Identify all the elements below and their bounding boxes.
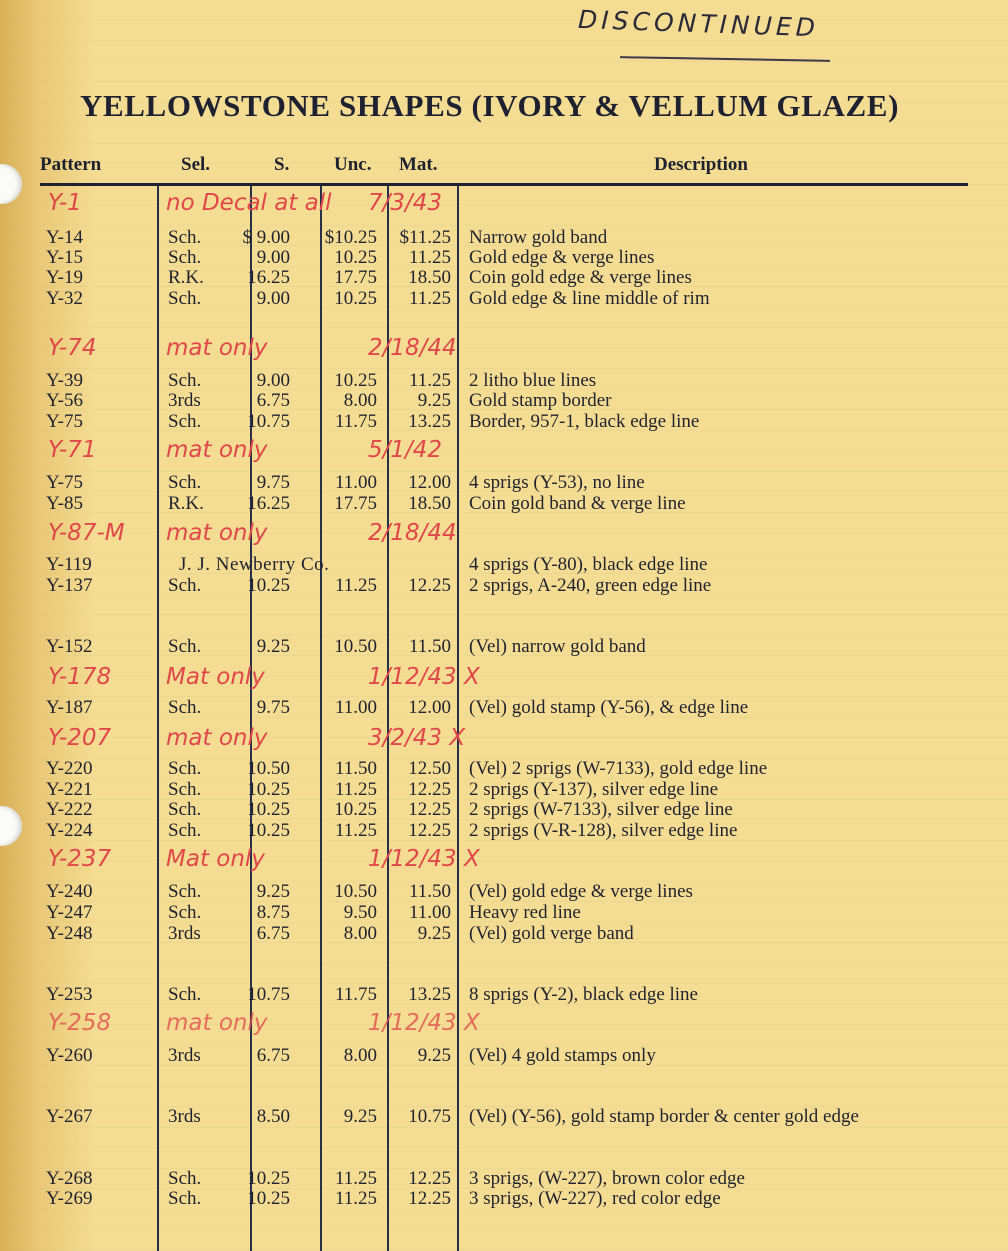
description-cell: Coin gold edge & verge lines [469,267,692,288]
description-cell: (Vel) gold edge & verge lines [469,881,693,902]
s-price-cell: 6.75 [256,923,290,944]
s-price-cell: 10.25 [247,799,290,820]
s-price-cell: 6.75 [256,390,290,411]
pattern-cell: Y-56 [46,390,83,411]
description-cell: (Vel) gold verge band [469,923,634,944]
sel-cell: R.K. [168,267,204,288]
unc-price-cell: 9.25 [343,1106,377,1127]
sel-cell: Sch. [168,902,202,923]
pattern-cell: Y-248 [46,923,93,944]
pattern-cell: Y-152 [46,636,93,657]
pattern-cell: Y-260 [46,1045,93,1066]
sel-cell: Sch. [168,288,202,309]
description-cell: (Vel) gold stamp (Y-56), & edge line [469,697,749,718]
table-row [0,984,1008,1006]
table-row [0,575,1008,597]
mat-price-cell: 9.25 [417,1045,451,1066]
mat-price-cell: 9.25 [417,390,451,411]
mat-price-cell: 18.50 [408,493,451,514]
s-price-cell: 10.50 [247,758,290,779]
note-date: 7/3/43 [368,190,443,216]
unc-price-cell: 11.25 [334,1188,377,1209]
unc-price-cell: 11.75 [334,984,377,1005]
s-price-cell: $ 9.00 [242,227,290,248]
s-price-cell: 9.25 [256,881,290,902]
handwritten-note [48,520,468,550]
note-text: mat only [166,520,268,546]
mat-price-cell: 11.25 [408,288,451,309]
table-row [0,923,1008,945]
note-pattern: Y-1 [48,190,82,216]
mat-price-cell: 12.00 [408,472,451,493]
pattern-cell: Y-224 [46,820,93,841]
mat-price-cell: 12.25 [408,820,451,841]
description-cell: Gold stamp border [469,390,612,411]
mat-price-cell: 9.25 [417,923,451,944]
pattern-cell: Y-247 [46,902,93,923]
mat-price-cell: 12.25 [408,779,451,800]
pattern-cell: Y-187 [46,697,93,718]
mat-price-cell: 12.50 [408,758,451,779]
table-row [0,493,1008,515]
pattern-cell: Y-19 [46,267,83,288]
pattern-cell: Y-85 [46,493,83,514]
unc-price-cell: 8.00 [343,1045,377,1066]
unc-price-cell: 11.25 [334,1168,377,1189]
description-cell: 2 sprigs (Y-137), silver edge line [469,779,719,800]
header-pattern: Pattern [40,154,102,175]
mat-price-cell: 10.75 [408,1106,451,1127]
sel-cell: Sch. [168,984,202,1005]
header-sel: Sel. [181,154,211,175]
unc-price-cell: 9.50 [343,902,377,923]
note-pattern: Y-207 [48,725,112,751]
sel-cell: Sch. [168,411,202,432]
description-cell: 4 sprigs (Y-80), black edge line [469,554,708,575]
header-s: S. [274,154,290,175]
table-row [0,288,1008,310]
sel-cell: Sch. [168,472,202,493]
note-text: mat only [166,1010,268,1036]
pattern-cell: Y-75 [46,472,83,493]
unc-price-cell: 8.00 [343,923,377,944]
s-price-cell: 10.25 [247,1188,290,1209]
mat-price-cell: 12.25 [408,1168,451,1189]
header-rule [40,183,968,186]
handwritten-note [48,664,480,694]
description-cell: Coin gold band & verge line [469,493,686,514]
description-cell: 8 sprigs (Y-2), black edge line [469,984,698,1005]
s-price-cell: 10.25 [247,820,290,841]
unc-price-cell: 17.75 [334,493,377,514]
note-text: no Decal at all [166,190,332,216]
description-cell: 3 sprigs, (W-227), brown color edge [469,1168,745,1189]
table-row [0,697,1008,719]
mat-price-cell: 11.50 [408,636,451,657]
description-cell: (Vel) 2 sprigs (W-7133), gold edge line [469,758,768,779]
s-price-cell: 8.50 [256,1106,290,1127]
s-price-cell: 6.75 [256,1045,290,1066]
description-cell: 2 sprigs (V-R-128), silver edge line [469,820,738,841]
s-price-cell: 9.75 [256,472,290,493]
note-date: 2/18/44 [368,335,457,361]
table-row [0,554,1008,576]
mat-price-cell: 12.25 [408,575,451,596]
table-row [0,267,1008,289]
note-pattern: Y-258 [48,1010,112,1036]
s-price-cell: 8.75 [256,902,290,923]
mat-price-cell: 11.50 [408,881,451,902]
unc-price-cell: 10.25 [334,247,377,268]
s-price-cell: 10.25 [247,1168,290,1189]
pattern-cell: Y-220 [46,758,93,779]
s-price-cell: 10.25 [247,575,290,596]
sel-cell: 3rds [168,1106,201,1127]
note-pattern: Y-87-M [48,520,125,546]
sel-cell: Sch. [168,247,202,268]
pattern-cell: Y-269 [46,1188,93,1209]
table-row [0,472,1008,494]
header-unc: Unc. [334,154,372,175]
unc-price-cell: 11.25 [334,820,377,841]
note-pattern: Y-74 [48,335,97,361]
pattern-cell: Y-137 [46,575,93,596]
sel-cell: Sch. [168,779,202,800]
s-price-cell: 10.75 [247,411,290,432]
unc-price-cell: 11.00 [334,472,377,493]
sel-cell: Sch. [168,1168,202,1189]
sel-cell: Sch. [168,1188,202,1209]
s-price-cell: 9.00 [256,247,290,268]
note-date: 2/18/44 [368,520,457,546]
description-cell: 2 sprigs (W-7133), silver edge line [469,799,733,820]
pattern-cell: Y-253 [46,984,93,1005]
header-mat: Mat. [399,154,438,175]
description-cell: (Vel) narrow gold band [469,636,646,657]
sel-cell: Sch. [168,758,202,779]
sel-cell: R.K. [168,493,204,514]
mat-price-cell: 13.25 [408,411,451,432]
mat-price-cell: 11.00 [408,902,451,923]
s-price-cell: 16.25 [247,493,290,514]
stamp-underline [620,56,830,62]
unc-price-cell: 17.75 [334,267,377,288]
pattern-cell: Y-221 [46,779,93,800]
description-cell: Gold edge & line middle of rim [469,288,710,309]
table-row [0,247,1008,269]
sel-cell: 3rds [168,923,201,944]
s-price-cell: 9.75 [256,697,290,718]
s-price-cell: 10.75 [247,984,290,1005]
note-pattern: Y-178 [48,664,112,690]
mat-price-cell: 11.25 [408,247,451,268]
handwritten-note [48,190,468,220]
sel-cell: 3rds [168,390,201,411]
note-text: Mat only [166,664,265,690]
mat-price-cell: 13.25 [408,984,451,1005]
mat-price-cell: 12.00 [408,697,451,718]
note-date: 5/1/42 [368,437,443,463]
pattern-cell: Y-75 [46,411,83,432]
table-row [0,779,1008,801]
note-date: 1/12/43 X [368,1010,480,1036]
pattern-cell: Y-240 [46,881,93,902]
table-row [0,227,1008,249]
unc-price-cell: 11.25 [334,779,377,800]
description-cell: Gold edge & verge lines [469,247,655,268]
note-pattern: Y-71 [48,437,97,463]
note-date: 1/12/43 X [368,664,480,690]
table-row [0,758,1008,780]
sel-cell: Sch. [168,820,202,841]
handwritten-note [48,335,468,365]
discontinued-stamp: DISCONTINUED [577,4,820,43]
table-row [0,1188,1008,1210]
description-cell: Border, 957-1, black edge line [469,411,700,432]
table-row [0,1106,1008,1128]
binder-hole [0,164,22,204]
s-price-cell: 10.25 [247,779,290,800]
s-price-cell: 9.25 [256,636,290,657]
pattern-cell: Y-32 [46,288,83,309]
table-row [0,370,1008,392]
table-row [0,390,1008,412]
unc-price-cell: $10.25 [324,227,377,248]
mat-price-cell: 12.25 [408,799,451,820]
description-cell: 3 sprigs, (W-227), red color edge [469,1188,721,1209]
description-cell: Heavy red line [469,902,581,923]
sel-cell: Sch. [168,799,202,820]
header-description: Description [654,154,748,175]
handwritten-note [48,846,480,876]
mat-price-cell: 12.25 [408,1188,451,1209]
customer-name: J. J. Newberry Co. [179,554,330,575]
pattern-cell: Y-39 [46,370,83,391]
unc-price-cell: 8.00 [343,390,377,411]
table-row [0,1168,1008,1190]
sel-cell: Sch. [168,697,202,718]
note-text: mat only [166,437,268,463]
description-cell: Narrow gold band [469,227,608,248]
unc-price-cell: 10.25 [334,370,377,391]
description-cell: (Vel) 4 gold stamps only [469,1045,656,1066]
pattern-cell: Y-222 [46,799,93,820]
mat-price-cell: 11.25 [408,370,451,391]
sel-cell: Sch. [168,227,202,248]
note-text: Mat only [166,846,265,872]
description-cell: 2 litho blue lines [469,370,597,391]
sel-cell: Sch. [168,881,202,902]
unc-price-cell: 10.50 [334,881,377,902]
note-date: 3/2/43 X [368,725,466,751]
table-row [0,820,1008,842]
unc-price-cell: 11.50 [334,758,377,779]
s-price-cell: 16.25 [247,267,290,288]
unc-price-cell: 10.50 [334,636,377,657]
unc-price-cell: 10.25 [334,799,377,820]
table-row [0,411,1008,433]
note-text: mat only [166,335,268,361]
note-pattern: Y-237 [48,846,112,872]
note-date: 1/12/43 X [368,846,480,872]
mat-price-cell: 18.50 [408,267,451,288]
description-cell: 2 sprigs, A-240, green edge line [469,575,712,596]
table-row [0,799,1008,821]
sel-cell: Sch. [168,370,202,391]
pattern-cell: Y-15 [46,247,83,268]
sel-cell: 3rds [168,1045,201,1066]
sel-cell: Sch. [168,636,202,657]
handwritten-note [48,1010,480,1040]
pattern-cell: Y-268 [46,1168,93,1189]
pattern-cell: Y-267 [46,1106,93,1127]
table-row [0,636,1008,658]
handwritten-note [48,725,468,755]
pattern-cell: Y-14 [46,227,83,248]
unc-price-cell: 11.75 [334,411,377,432]
page-title: YELLOWSTONE SHAPES (IVORY & VELLUM GLAZE) [80,88,899,123]
s-price-cell: 9.00 [256,370,290,391]
description-cell: 4 sprigs (Y-53), no line [469,472,645,493]
unc-price-cell: 10.25 [334,288,377,309]
table-row [0,881,1008,903]
handwritten-note [48,437,468,467]
note-text: mat only [166,725,268,751]
pattern-cell: Y-119 [46,554,92,575]
s-price-cell: 9.00 [256,288,290,309]
unc-price-cell: 11.25 [334,575,377,596]
unc-price-cell: 11.00 [334,697,377,718]
sel-cell: Sch. [168,575,202,596]
table-row [0,1045,1008,1067]
mat-price-cell: $11.25 [399,227,451,248]
table-row [0,902,1008,924]
description-cell: (Vel) (Y-56), gold stamp border & center gold edge [469,1106,859,1127]
